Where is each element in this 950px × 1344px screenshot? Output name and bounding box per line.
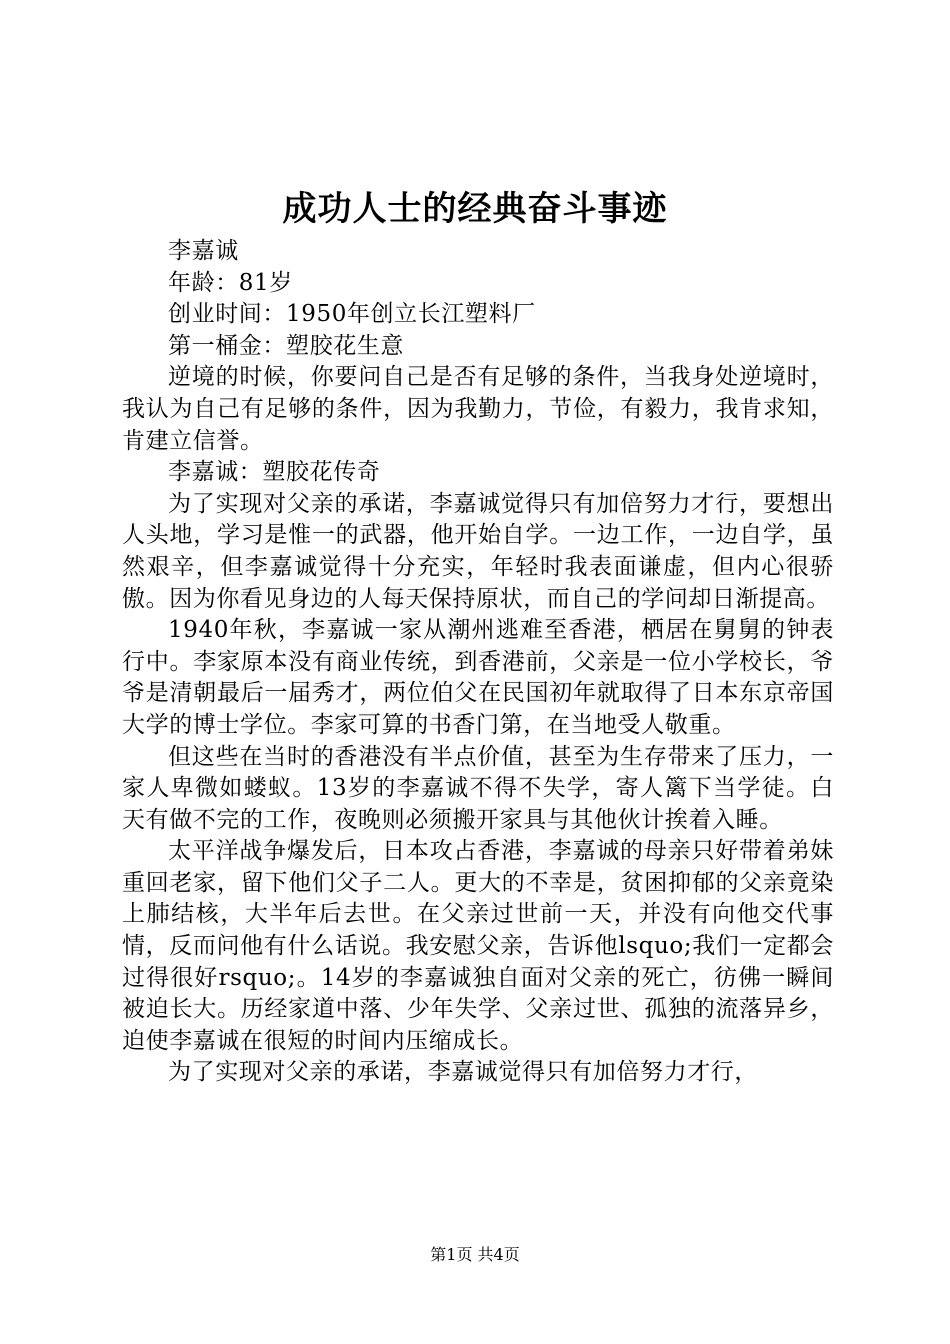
paragraph-founding-time: 创业时间：1950年创立长江塑料厂 xyxy=(168,301,536,328)
paragraph-1940: 1940年秋，李嘉诚一家从潮州逃难至香港，栖居在舅舅的钟表行中。李家原本没有商业传统，到香港前，父亲是一位小学校长，爷爷是清朝最后一届秀才，两位伯父在民国初年就取得了日本东京帝国大学的博士学位。李家可算的书香门第，在当地受人敬重。 xyxy=(122,617,834,738)
page-total: 共4页 xyxy=(477,1245,520,1264)
paragraph-subheading: 李嘉诚：塑胶花传奇 xyxy=(168,459,381,486)
page-footer xyxy=(0,1244,950,1266)
paragraph-hardship: 但这些在当时的香港没有半点价值，甚至为生存带来了压力，一家人卑微如蝼蚁。13岁的李嘉诚不得不失学，寄人篱下当学徒。白天有做不完的工作，夜晚则必须搬开家具与其他伙计挨着入睡。 xyxy=(122,743,834,833)
document-title: 成功人士的经典奋斗事迹 xyxy=(282,189,668,229)
document-body xyxy=(122,236,834,1089)
paragraph-self-study: 为了实现对父亲的承诺，李嘉诚觉得只有加倍努力才行，要想出人头地，学习是惟一的武器，他开始自学。一边工作，一边自学，虽然艰辛，但李嘉诚觉得十分充实，年轻时我表面谦虚，但内心很骄傲。因为你看见身边的人每天保持原状，而自己的学问却日渐提高。 xyxy=(122,490,834,612)
paragraph-pacific-war: 太平洋战争爆发后，日本攻占香港，李嘉诚的母亲只好带着弟妹重回老家，留下他们父子二人。更大的不幸是，贫困抑郁的父亲竟染上肺结核，大半年后去世。在父亲过世前一天，并没有向他交代事情，反而问他有什么话说。我安慰父亲，告诉他lsquo;我们一定都会过得很好rsquo;。14岁的李嘉诚独自面对父亲的死亡，彷佛一瞬间被迫长大。历经家道中落、少年失学、父亲过世、孤独的流落异乡，迫使李嘉诚在很短的时间内压缩成长。 xyxy=(122,838,834,1054)
paragraph-name: 李嘉诚 xyxy=(168,238,239,264)
paragraph-first-pot-of-gold: 第一桶金：塑胶花生意 xyxy=(168,332,404,359)
paragraph-age: 年龄：81岁 xyxy=(168,269,293,296)
paragraph-quote: 逆境的时候，你要问自己是否有足够的条件，当我身处逆境时，我认为自己有足够的条件，因为我勤力，节俭，有毅力，我肯求知，肯建立信誉。 xyxy=(122,364,834,454)
paragraph-continued: 为了实现对父亲的承诺，李嘉诚觉得只有加倍努力才行， xyxy=(168,1059,758,1086)
page-number: 第1页 xyxy=(430,1245,473,1264)
